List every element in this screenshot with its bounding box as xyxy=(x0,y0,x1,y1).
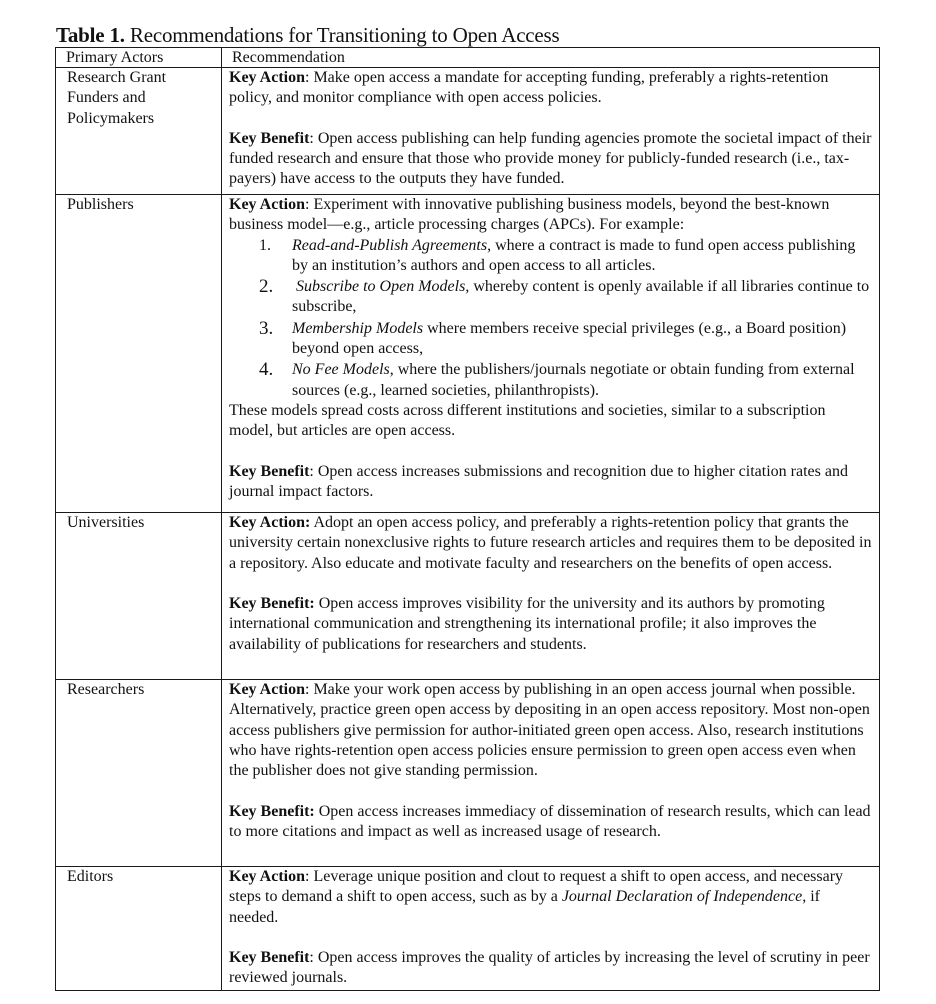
list-number: 1. xyxy=(259,236,271,254)
header-recommendation: Recommendation xyxy=(222,48,880,68)
key-action-text: : Leverage unique position and clout to request a shift to open access, and necessary steps to demand a shift to open access, such as by a xyxy=(229,868,844,906)
key-benefit-text: : Open access improves the quality of articles by increasing the level of scrutiny in peer reviewed journals. xyxy=(229,949,870,987)
table-caption xyxy=(56,22,560,48)
key-benefit-label: Key Benefit xyxy=(229,462,310,480)
actor-cell xyxy=(56,195,222,513)
key-action-label: Key Action xyxy=(229,868,305,885)
list-number: 3. xyxy=(259,317,274,339)
key-benefit-label: Key Benefit xyxy=(229,129,310,147)
header-primary-actors: Primary Actors xyxy=(56,48,222,68)
model-text: whereby content is openly available if all libraries continue to subscribe, xyxy=(292,278,870,316)
recommendation-cell xyxy=(222,68,880,195)
key-action-text: Adopt an open access policy, and preferably a rights-retention policy that grants the university certain nonexclusive rights to future research articles and requires them to be deposited in a repository. Also educate and motivate faculty and researchers on the benefits of open access. xyxy=(229,514,872,572)
key-action-label: Key Action xyxy=(229,69,305,86)
table-row xyxy=(56,68,880,195)
table-header-row xyxy=(56,48,880,68)
key-action xyxy=(229,195,873,236)
recommendation-cell xyxy=(222,867,880,991)
model-text: where members receive special privileges (e.g., a Board position) beyond open access, xyxy=(292,319,847,358)
model-text: , where the publishers/journals negotiate or obtain funding from external sources (e.g., learned societies, philanthropists). xyxy=(292,361,855,399)
key-benefit xyxy=(229,594,873,655)
models-summary: These models spread costs across different institutions and societies, similar to a subscription model, but articles are open access. xyxy=(229,401,826,440)
key-action xyxy=(229,680,873,781)
actor-cell xyxy=(56,68,222,195)
model-name: No Fee Models xyxy=(292,361,390,379)
key-benefit xyxy=(229,462,873,503)
key-benefit-label: Key Benefit xyxy=(229,949,310,967)
model-name: Membership Models xyxy=(292,319,424,337)
actor-cell xyxy=(56,867,222,991)
key-benefit-label: Key Benefit: xyxy=(229,802,315,820)
key-benefit xyxy=(229,948,873,989)
list-item xyxy=(229,236,873,277)
key-benefit xyxy=(229,129,873,190)
recommendations-table xyxy=(55,47,880,991)
table-row xyxy=(56,513,880,680)
key-action-text-end: , if needed. xyxy=(229,888,820,926)
key-action-label: Key Action: xyxy=(229,514,311,531)
table-row xyxy=(56,195,880,513)
list-number: 2. xyxy=(259,276,274,298)
actor-cell xyxy=(56,680,222,867)
key-benefit-label: Key Benefit: xyxy=(229,595,315,613)
key-benefit xyxy=(229,802,873,843)
actor-name: Publishers xyxy=(67,196,134,213)
recommendation-cell xyxy=(222,680,880,867)
table-row xyxy=(56,867,880,991)
table-caption-title: Recommendations for Transitioning to Open Access xyxy=(129,23,560,47)
list-item xyxy=(229,360,873,401)
business-models-list xyxy=(229,236,873,401)
list-item xyxy=(229,319,873,360)
key-action xyxy=(229,513,873,574)
model-name: Subscribe to Open Models, xyxy=(296,278,470,296)
key-benefit-text: : Open access increases submissions and recognition due to higher citation rates and journal impact factors. xyxy=(229,462,848,501)
actor-cell xyxy=(56,513,222,680)
key-benefit-text: : Open access publishing can help funding agencies promote the societal impact of their funded research and ensure that those who provide money for publicly-funded research (i.e., tax-payers) have access to the outputs they have funded. xyxy=(229,129,872,188)
key-benefit-text: Open access improves visibility for the university and its authors by promoting international communication and strengthening its international profile; it also improves the availability of publications for researchers and students. xyxy=(229,595,825,653)
recommendation-cell xyxy=(222,195,880,513)
journal-declaration-title: Journal Declaration of Independence xyxy=(561,888,803,906)
key-action-label: Key Action xyxy=(229,681,305,698)
actor-name: Research Grant Funders and Policymakers xyxy=(67,69,167,127)
actor-name: Editors xyxy=(67,868,114,885)
table-caption-label: Table 1. xyxy=(56,23,125,47)
key-benefit-text: Open access increases immediacy of dissemination of research results, which can lead to more citations and impact as well as increased usage of research. xyxy=(229,802,871,841)
list-item xyxy=(229,277,873,318)
key-action xyxy=(229,867,873,928)
key-action-label: Key Action xyxy=(229,196,305,213)
key-action xyxy=(229,68,873,109)
recommendation-cell xyxy=(222,513,880,680)
table-row xyxy=(56,680,880,867)
model-name: Read-and-Publish Agreements xyxy=(292,236,488,254)
key-action-text: : Make your work open access by publishing in an open access journal when possible. Alternatively, practice green open access by depositing in an open access repository. Most non-open access publishers give permission for author-initiated green open access. Also, research institutions who have rights-retention open access policies ensure permission to green open access even when the publisher does not give standing permission. xyxy=(229,681,870,780)
key-action-text: : Experiment with innovative publishing business models, beyond the best-known business model—e.g., article processing charges (APCs). For example: xyxy=(229,196,830,234)
actor-name: Researchers xyxy=(67,681,145,698)
actor-name: Universities xyxy=(67,514,145,531)
list-number: 4. xyxy=(259,359,274,381)
key-action-text: : Make open access a mandate for accepting funding, preferably a rights-retention policy, and monitor compliance with open access policies. xyxy=(229,69,829,107)
model-text: , where a contract is made to fund open access publishing by an institution’s authors and open access to all articles. xyxy=(292,236,856,274)
